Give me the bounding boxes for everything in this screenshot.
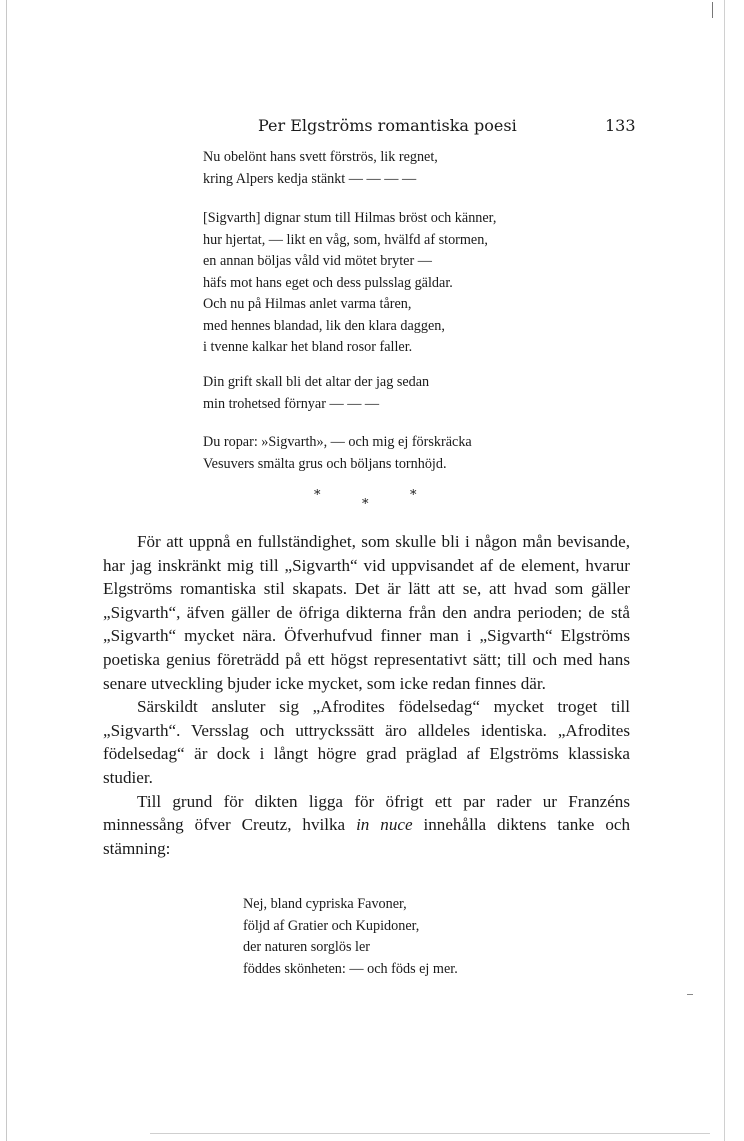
- page-left-edge: [6, 0, 7, 1141]
- verse-line: Och nu på Hilmas anlet varma tåren,: [203, 296, 412, 312]
- verse-line: Vesuvers smälta grus och böljans tornhöjd.: [203, 455, 447, 472]
- verse-line: föddes skönheten: — och föds ej mer.: [243, 960, 458, 977]
- prose-paragraph: Särskildt ansluter sig „Afrodites födelsedag“ mycket troget till „Sigvarth“. Versslag och uttryckssätt äro alldeles identiska. „Afrodites födelsedag“ är dock i långt högre grad präglad af Elgströms klassiska studier.: [103, 697, 630, 787]
- running-header-title: Per Elgströms romantiska poesi: [258, 116, 517, 135]
- verse-line: Nej, bland cypriska Favoner,: [243, 896, 407, 912]
- verse-line: häfs mot hans eget och dess pulsslag gäldar.: [203, 274, 453, 291]
- verse-block-3: [203, 372, 429, 415]
- verse-block-2: [203, 208, 496, 359]
- page-right-edge: [724, 0, 725, 1141]
- verse-line: min trohetsed förnyar — — —: [203, 395, 380, 412]
- page-bottom-edge: [150, 1133, 710, 1134]
- verse-line: i tvenne kalkar het bland rosor faller.: [203, 339, 413, 355]
- asterisk-right: *: [410, 488, 417, 503]
- verse-line: der naturen sorglös ler: [243, 939, 370, 955]
- prose-paragraph: [103, 790, 630, 861]
- prose-text: Till grund för dikten ligga för öfrigt ett par rader ur Franzéns minnessång öfver Creutz, hvilka: [103, 791, 630, 835]
- verse-line: Din grift skall bli det altar der jag sedan: [203, 374, 430, 390]
- asterisk-left: *: [314, 488, 321, 503]
- quoted-verse: [243, 894, 458, 980]
- verse-line: kring Alpers kedja stänkt — — — —: [203, 170, 417, 187]
- asterisk-middle: *: [362, 497, 369, 512]
- verse-line: följd af Gratier och Kupidoner,: [243, 917, 420, 934]
- prose-paragraph: För att uppnå en fullständighet, som skulle bli i någon mån bevisande, har jag inskränkt mig till „Sigvarth“ vid uppvisandet af de element, hvarur Elgströms romantiska stil skapats. Det är lätt att se, att hvad som gäller „Sigvarth“, äfven gäller de öfriga dikterna från den andra perioden; de stå „Sigvarth“ mycket nära. Öfverhufvud finner man i „Sigvarth“ Elgströms poetiska genius företrädd på ett högst representativt sätt; till och med hans senare utveckling bjuder icke mycket, som icke redan finnes där.: [103, 532, 630, 693]
- page-number: 133: [605, 116, 636, 135]
- prose-body: [103, 530, 630, 860]
- verse-block-1: [203, 147, 438, 190]
- verse-line: Du ropar: »Sigvarth», — och mig ej förskräcka: [203, 434, 472, 450]
- verse-block-4: [203, 432, 472, 475]
- verse-line: [Sigvarth] dignar stum till Hilmas bröst och känner,: [203, 210, 497, 226]
- prose-text: innehålla diktens tanke och stämning:: [103, 815, 631, 858]
- verse-line: Nu obelönt hans svett förströs, lik regnet,: [203, 149, 438, 165]
- margin-mark: [687, 994, 693, 995]
- verse-line: en annan böljas våld vid mötet bryter —: [203, 253, 432, 269]
- scan-corner-mark: [712, 2, 725, 18]
- italic-phrase: in nuce: [356, 815, 413, 835]
- verse-line: hur hjertat, — likt en våg, som, hvälfd af stormen,: [203, 231, 488, 248]
- verse-line: med hennes blandad, lik den klara daggen,: [203, 317, 445, 334]
